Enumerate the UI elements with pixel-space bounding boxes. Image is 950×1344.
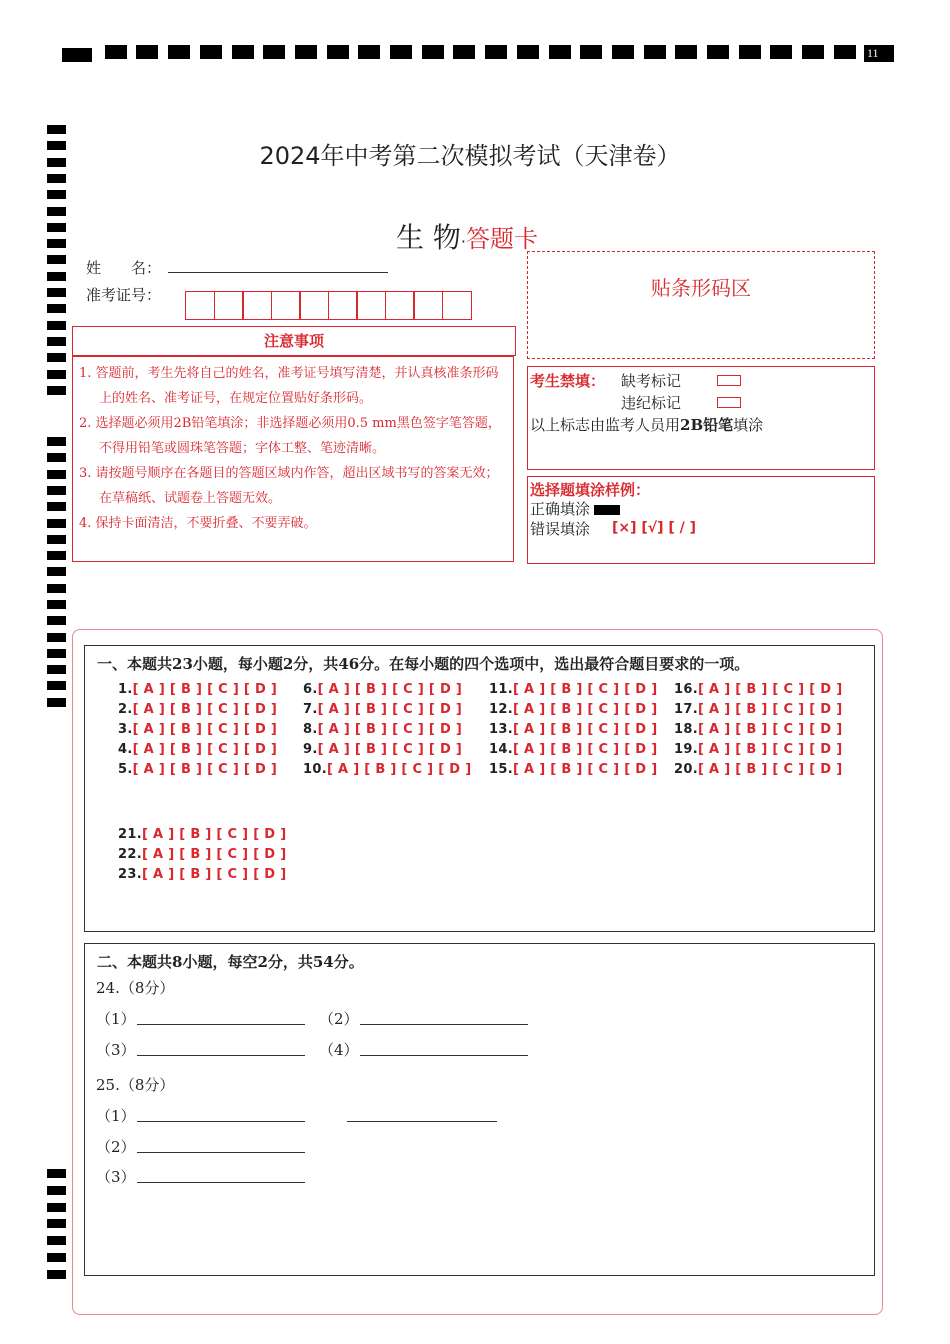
- mcq-number: 11.: [489, 682, 513, 697]
- q25-label: 25.（8分）: [96, 1076, 175, 1094]
- wrong-fill-marks: [×] [√] [ / ]: [612, 520, 697, 536]
- mcq-number: 5.: [118, 762, 133, 777]
- mcq-number: 16.: [674, 682, 698, 697]
- section-2: [84, 943, 875, 1276]
- timing-mark: [47, 1253, 66, 1262]
- forbidden-fill-box: [527, 366, 875, 470]
- mcq-question[interactable]: [674, 722, 842, 737]
- section-2-title: 二、本题共8小题，每空2分，共54分。: [97, 953, 364, 971]
- mcq-number: 17.: [674, 702, 698, 717]
- q25-blank-1b[interactable]: [347, 1121, 497, 1122]
- absent-mark-box[interactable]: [717, 375, 741, 386]
- mcq-options[interactable]: [ A ] [ B ] [ C ] [ D ]: [141, 847, 287, 862]
- name-field[interactable]: [168, 272, 388, 273]
- timing-mark: [47, 255, 66, 264]
- mcq-options[interactable]: [ A ] [ B ] [ C ] [ D ]: [697, 742, 843, 757]
- mcq-number: 6.: [303, 682, 318, 697]
- subject-separator: ·: [460, 232, 466, 251]
- correct-fill: [530, 498, 620, 519]
- mcq-question[interactable]: [303, 742, 462, 757]
- mcq-question[interactable]: [674, 702, 842, 717]
- timing-mark: [47, 567, 66, 576]
- card-label: 答题卡: [466, 225, 538, 253]
- mcq-question[interactable]: [489, 722, 657, 737]
- q24-blank-1[interactable]: [137, 1024, 305, 1025]
- timing-mark: [47, 551, 66, 560]
- mcq-number: 15.: [489, 762, 513, 777]
- timing-mark: [47, 1186, 66, 1195]
- timing-mark: [47, 1270, 66, 1279]
- timing-mark: [47, 190, 66, 199]
- id-digit-box[interactable]: [328, 291, 358, 320]
- mcq-number: 14.: [489, 742, 513, 757]
- timing-mark: [232, 45, 254, 59]
- violation-mark-box[interactable]: [717, 397, 741, 408]
- id-digit-box[interactable]: [413, 291, 443, 320]
- filled-block-icon: [594, 505, 620, 515]
- mcq-question[interactable]: [489, 682, 657, 697]
- notice-item-3: 3. 请按题号顺序在各题目的答题区域内作答，超出区域书写的答案无效；在草稿纸、试题卷上答题无效。: [79, 466, 499, 506]
- timing-mark: [136, 45, 158, 59]
- exam-title: 2024年中考第二次模拟考试（天津卷）: [259, 142, 681, 170]
- id-digit-box[interactable]: [442, 291, 472, 320]
- forbidden-note: [530, 414, 763, 435]
- id-digit-box[interactable]: [242, 291, 272, 320]
- q25-blank-1-label: （1）: [96, 1107, 136, 1125]
- mcq-question[interactable]: [674, 742, 842, 757]
- timing-mark: [47, 125, 66, 134]
- timing-mark: [47, 239, 66, 248]
- mcq-options[interactable]: [ A ] [ B ] [ C ] [ D ]: [317, 682, 463, 697]
- mcq-options[interactable]: [ A ] [ B ] [ C ] [ D ]: [317, 742, 463, 757]
- timing-mark: [739, 45, 761, 59]
- mcq-options[interactable]: [ A ] [ B ] [ C ] [ D ]: [141, 827, 287, 842]
- mcq-question[interactable]: [489, 762, 657, 777]
- mcq-question[interactable]: [118, 847, 286, 862]
- mcq-question[interactable]: [674, 762, 842, 777]
- q24-blank-2[interactable]: [360, 1024, 528, 1025]
- notice-item-4: 4. 保持卡面清洁，不要折叠、不要弄破。: [79, 516, 317, 531]
- id-label: 准考证号：: [86, 286, 162, 304]
- mcq-number: 10.: [303, 762, 327, 777]
- violation-label: 违纪标记: [621, 394, 682, 412]
- id-digit-box[interactable]: [185, 291, 215, 320]
- timing-mark: [47, 207, 66, 216]
- timing-mark: [675, 45, 697, 59]
- timing-mark: [47, 304, 66, 313]
- timing-mark: [549, 45, 571, 59]
- mcq-question[interactable]: [303, 722, 462, 737]
- timing-mark: [47, 600, 66, 609]
- barcode-area: 贴条形码区: [527, 251, 875, 359]
- timing-mark: [47, 1236, 66, 1245]
- timing-mark: [47, 535, 66, 544]
- timing-mark: [422, 45, 444, 59]
- mcq-question[interactable]: [118, 867, 286, 882]
- mcq-number: 1.: [118, 682, 133, 697]
- fill-sample-box: [527, 476, 875, 564]
- mcq-options[interactable]: [ A ] [ B ] [ C ] [ D ]: [326, 762, 472, 777]
- q25-blank-2[interactable]: [137, 1152, 305, 1153]
- timing-mark: [47, 649, 66, 658]
- mcq-number: 12.: [489, 702, 513, 717]
- q24-blank-1-label: （1）: [96, 1010, 136, 1028]
- timing-mark: [485, 45, 507, 59]
- subject-heading: [396, 216, 538, 256]
- timing-mark: [47, 386, 66, 395]
- timing-mark: [47, 223, 66, 232]
- mcq-question[interactable]: [118, 682, 277, 697]
- timing-mark: [47, 437, 66, 446]
- timing-mark: [47, 174, 66, 183]
- timing-mark: [47, 337, 66, 346]
- mcq-number: 18.: [674, 722, 698, 737]
- timing-mark: [47, 272, 66, 281]
- forbidden-note-suffix: 填涂: [733, 416, 764, 434]
- timing-mark: [327, 45, 349, 59]
- section-1-title: 一、本题共23小题，每小题2分，共46分。在每小题的四个选项中，选出最符合题目要求的一项。: [97, 655, 750, 673]
- mcq-options[interactable]: [ A ] [ B ] [ C ] [ D ]: [317, 702, 463, 717]
- q25-blank-3[interactable]: [137, 1182, 305, 1183]
- mcq-options[interactable]: [ A ] [ B ] [ C ] [ D ]: [512, 702, 658, 717]
- q25-blank-1a[interactable]: [137, 1121, 305, 1122]
- mcq-question[interactable]: [118, 762, 277, 777]
- timing-mark: [47, 665, 66, 674]
- mcq-question[interactable]: [303, 762, 471, 777]
- mcq-options[interactable]: [ A ] [ B ] [ C ] [ D ]: [132, 742, 278, 757]
- timing-mark: [47, 633, 66, 642]
- mcq-number: 19.: [674, 742, 698, 757]
- forbidden-note-bold: 2B铅笔: [680, 416, 734, 434]
- timing-mark: [47, 453, 66, 462]
- timing-mark: [47, 502, 66, 511]
- timing-mark: [390, 45, 412, 59]
- timing-mark: [580, 45, 602, 59]
- q24-label: 24.（8分）: [96, 979, 175, 997]
- notice-body: [72, 356, 514, 562]
- mcq-number: 22.: [118, 847, 142, 862]
- timing-mark: [47, 616, 66, 625]
- timing-mark: [453, 45, 475, 59]
- section-1: [84, 645, 875, 932]
- id-digit-box[interactable]: [356, 291, 386, 320]
- timing-mark: [47, 321, 66, 330]
- timing-mark: [47, 288, 66, 297]
- absent-label: 缺考标记: [621, 372, 682, 390]
- timing-mark: [47, 681, 66, 690]
- mcq-question[interactable]: [118, 702, 277, 717]
- mcq-options[interactable]: [ A ] [ B ] [ C ] [ D ]: [132, 722, 278, 737]
- mcq-options[interactable]: [ A ] [ B ] [ C ] [ D ]: [512, 722, 658, 737]
- timing-mark: [295, 45, 317, 59]
- mcq-options[interactable]: [ A ] [ B ] [ C ] [ D ]: [317, 722, 463, 737]
- timing-mark: [200, 45, 222, 59]
- mcq-question[interactable]: [489, 742, 657, 757]
- mcq-number: 23.: [118, 867, 142, 882]
- q24-blank-3-label: （3）: [96, 1041, 136, 1059]
- timing-mark: [707, 45, 729, 59]
- forbidden-note-prefix: 以上标志由监考人员用: [530, 416, 681, 434]
- q24-blank-3[interactable]: [137, 1055, 305, 1056]
- id-digit-box[interactable]: [214, 291, 244, 320]
- timing-mark: [62, 48, 92, 62]
- timing-mark: [263, 45, 285, 59]
- mcq-options[interactable]: [ A ] [ B ] [ C ] [ D ]: [141, 867, 287, 882]
- mcq-question[interactable]: [118, 722, 277, 737]
- mcq-options[interactable]: [ A ] [ B ] [ C ] [ D ]: [512, 682, 658, 697]
- timing-mark: [47, 1203, 66, 1212]
- q25-blank-3-label: （3）: [96, 1168, 136, 1186]
- timing-mark: [168, 45, 190, 59]
- timing-mark: [47, 370, 66, 379]
- mcq-options[interactable]: [ A ] [ B ] [ C ] [ D ]: [132, 762, 278, 777]
- id-digit-boxes[interactable]: [185, 291, 470, 320]
- timing-mark: [834, 45, 856, 59]
- timing-mark: [47, 1169, 66, 1178]
- page-number: 11: [864, 45, 894, 62]
- mcq-options[interactable]: [ A ] [ B ] [ C ] [ D ]: [132, 702, 278, 717]
- q24-blank-2-label: （2）: [319, 1010, 359, 1028]
- mcq-question[interactable]: [674, 682, 842, 697]
- mcq-number: 4.: [118, 742, 133, 757]
- timing-mark: [47, 698, 66, 707]
- timing-mark: [47, 470, 66, 479]
- mcq-number: 9.: [303, 742, 318, 757]
- timing-mark: [612, 45, 634, 59]
- timing-mark: [47, 584, 66, 593]
- top-timing-marks: [62, 45, 862, 63]
- timing-mark: [47, 1219, 66, 1228]
- mcq-question[interactable]: [118, 827, 286, 842]
- mcq-number: 7.: [303, 702, 318, 717]
- q25-blank-2-label: （2）: [96, 1138, 136, 1156]
- mcq-number: 2.: [118, 702, 133, 717]
- mcq-question[interactable]: [303, 702, 462, 717]
- id-digit-box[interactable]: [385, 291, 415, 320]
- notice-heading: 注意事项: [72, 326, 516, 356]
- timing-mark: [47, 353, 66, 362]
- timing-mark: [802, 45, 824, 59]
- forbidden-title: 考生禁填：: [530, 372, 606, 390]
- timing-mark: [47, 486, 66, 495]
- mcq-options[interactable]: [ A ] [ B ] [ C ] [ D ]: [132, 682, 278, 697]
- id-digit-box[interactable]: [271, 291, 301, 320]
- fill-sample-title: 选择题填涂样例：: [530, 481, 651, 499]
- mcq-number: 8.: [303, 722, 318, 737]
- q24-blank-4[interactable]: [360, 1055, 528, 1056]
- wrong-fill-label: 错误填涂: [530, 520, 591, 538]
- subject-name: 生 物: [396, 221, 461, 254]
- timing-mark: [770, 45, 792, 59]
- mcq-options[interactable]: [ A ] [ B ] [ C ] [ D ]: [697, 682, 843, 697]
- mcq-options[interactable]: [ A ] [ B ] [ C ] [ D ]: [697, 702, 843, 717]
- notice-item-1: 1. 答题前，考生先将自己的姓名，准考证号填写清楚，并认真核准条形码上的姓名、准考证号，在规定位置贴好条形码。: [79, 366, 499, 406]
- timing-mark: [47, 519, 66, 528]
- mcq-options[interactable]: [ A ] [ B ] [ C ] [ D ]: [697, 722, 843, 737]
- mcq-options[interactable]: [ A ] [ B ] [ C ] [ D ]: [512, 762, 658, 777]
- mcq-options[interactable]: [ A ] [ B ] [ C ] [ D ]: [697, 762, 843, 777]
- timing-mark: [358, 45, 380, 59]
- name-label: 姓 名：: [86, 259, 162, 277]
- correct-fill-label: 正确填涂: [530, 500, 591, 518]
- notice-item-2: 2. 选择题必须用2B铅笔填涂；非选择题必须用0.5 mm黑色签字笔答题，不得用铅笔或圆珠笔答题；字体工整、笔迹清晰。: [79, 416, 501, 456]
- mcq-question[interactable]: [489, 702, 657, 717]
- q24-blank-4-label: （4）: [319, 1041, 359, 1059]
- mcq-number: 21.: [118, 827, 142, 842]
- mcq-question[interactable]: [118, 742, 277, 757]
- id-digit-box[interactable]: [299, 291, 329, 320]
- mcq-question[interactable]: [303, 682, 462, 697]
- mcq-number: 13.: [489, 722, 513, 737]
- mcq-number: 20.: [674, 762, 698, 777]
- mcq-options[interactable]: [ A ] [ B ] [ C ] [ D ]: [512, 742, 658, 757]
- mcq-number: 3.: [118, 722, 133, 737]
- timing-mark: [517, 45, 539, 59]
- timing-mark: [105, 45, 127, 59]
- timing-mark: [644, 45, 666, 59]
